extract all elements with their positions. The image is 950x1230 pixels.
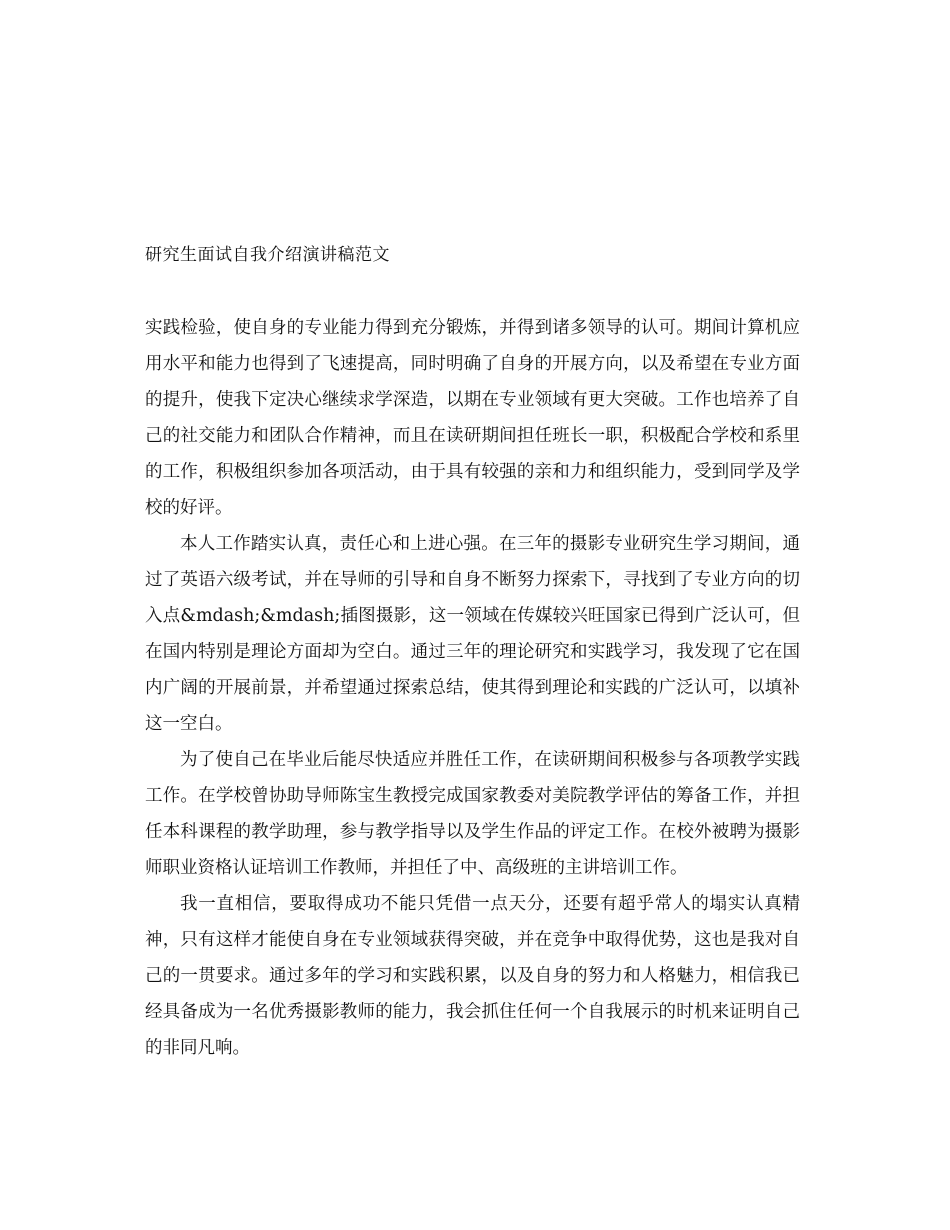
document-body [145,310,800,1066]
document-title: 研究生面试自我介绍演讲稿范文 [145,245,390,265]
paragraph-3: 为了使自己在毕业后能尽快适应并胜任工作，在读研期间积极参与各项教学实践工作。在学校曾协助导师陈宝生教授完成国家教委对美院教学评估的筹备工作，并担任本科课程的教学助理，参与教学指导以及学生作品的评定工作。在校外被聘为摄影师职业资格认证培训工作教师，并担任了中、高级班的主讲培训工作。 [145,750,800,878]
paragraph-2: 本人工作踏实认真，责任心和上进心强。在三年的摄影专业研究生学习期间，通过了英语六级考试，并在导师的引导和自身不断努力探索下，寻找到了专业方向的切入点&mdash;&mdash;插图摄影，这一领域在传媒较兴旺国家已得到广泛认可，但在国内特别是理论方面却为空白。通过三年的理论研究和实践学习，我发现了它在国内广阔的开展前景，并希望通过探索总结，使其得到理论和实践的广泛认可，以填补这一空白。 [145,534,800,734]
paragraph-1: 实践检验，使自身的专业能力得到充分锻炼，并得到诸多领导的认可。期间计算机应用水平和能力也得到了飞速提高，同时明确了自身的开展方向，以及希望在专业方面的提升，使我下定决心继续求学深造，以期在专业领域有更大突破。工作也培养了自己的社交能力和团队合作精神，而且在读研期间担任班长一职，积极配合学校和系里的工作，积极组织参加各项活动，由于具有较强的亲和力和组织能力，受到同学及学校的好评。 [145,318,800,518]
paragraph-4: 我一直相信，要取得成功不能只凭借一点天分，还要有超乎常人的塌实认真精神，只有这样才能使自身在专业领域获得突破，并在竞争中取得优势，这也是我对自己的一贯要求。通过多年的学习和实践积累，以及自身的努力和人格魅力，相信我已经具备成为一名优秀摄影教师的能力，我会抓住任何一个自我展示的时机来证明自己的非同凡响。 [145,894,800,1058]
